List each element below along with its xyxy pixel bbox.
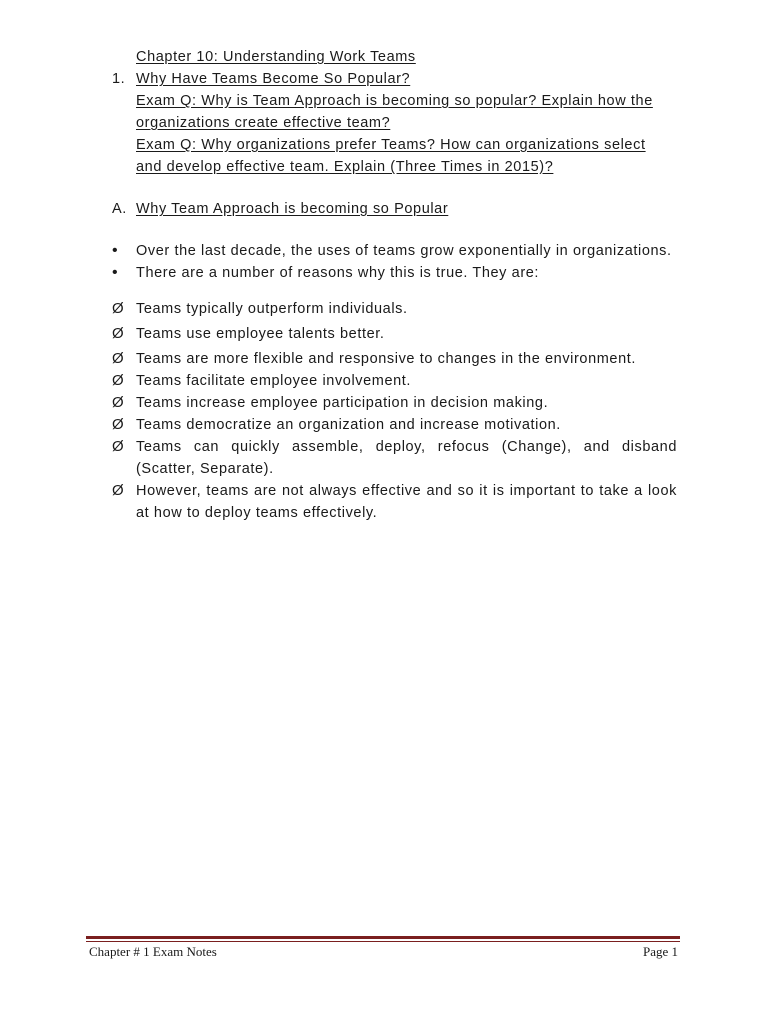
bullet-icon: •	[112, 242, 119, 259]
list-item	[112, 323, 677, 345]
subsection-a-letter: A.	[112, 201, 127, 217]
footer-rule-thin	[86, 941, 680, 942]
footer-page-number: Page 1	[642, 944, 678, 959]
list-item	[112, 240, 677, 262]
bullet-text: There are a number of reasons why this is true. They are:	[136, 265, 540, 281]
page-content	[112, 46, 677, 524]
arrow-bullet-icon: Ø	[112, 350, 125, 367]
subsection-a	[112, 198, 677, 220]
exam-question-2-line-2: and develop effective team. Explain (Three Times in 2015)?	[136, 159, 554, 175]
list-item	[112, 348, 677, 370]
arrow-bullet-icon: Ø	[112, 300, 125, 317]
section-1-heading: Why Have Teams Become So Popular?	[136, 71, 411, 87]
arrow-bullet-icon: Ø	[112, 394, 125, 411]
arrow-bullet-icon: Ø	[112, 482, 125, 499]
list-item	[112, 480, 677, 524]
arrow-bullet-icon: Ø	[112, 438, 125, 455]
exam-question-1-line-2: organizations create effective team?	[136, 115, 391, 131]
reason-text: However, teams are not always effective and so it is important to take a look at how to deploy teams effectively.	[136, 483, 677, 521]
bullet-text: Over the last decade, the uses of teams grow exponentially in organizations.	[136, 243, 672, 259]
exam-question-1-line-1: Exam Q: Why is Team Approach is becoming so popular? Explain how the	[136, 93, 653, 109]
section-1-number: 1.	[112, 71, 126, 87]
reason-text: Teams are more flexible and responsive to changes in the environment.	[136, 351, 637, 367]
arrow-bullet-icon: Ø	[112, 416, 125, 433]
list-item	[112, 298, 677, 320]
subsection-a-heading: Why Team Approach is becoming so Popular	[136, 201, 449, 217]
list-item	[112, 414, 677, 436]
reason-text: Teams democratize an organization and increase motivation.	[136, 417, 561, 433]
reason-text: Teams increase employee participation in decision making.	[136, 395, 549, 411]
exam-question-2-line-1: Exam Q: Why organizations prefer Teams? How can organizations select	[136, 137, 646, 153]
list-item	[112, 392, 677, 414]
page-footer	[89, 944, 678, 960]
reason-text: Teams use employee talents better.	[136, 326, 385, 342]
list-item	[112, 370, 677, 392]
reason-text: Teams can quickly assemble, deploy, refocus (Change), and disband (Scatter, Separate).	[136, 439, 677, 477]
footer-chapter-label: Chapter # 1 Exam Notes	[89, 944, 217, 959]
reasons-list	[112, 298, 677, 524]
section-1	[112, 68, 677, 178]
list-item	[112, 262, 677, 284]
reason-text: Teams typically outperform individuals.	[136, 301, 408, 317]
arrow-bullet-icon: Ø	[112, 372, 125, 389]
arrow-bullet-icon: Ø	[112, 325, 125, 342]
bullet-icon: •	[112, 264, 119, 281]
chapter-title: Chapter 10: Understanding Work Teams	[136, 49, 416, 65]
intro-bullet-list	[112, 240, 677, 284]
reason-text: Teams facilitate employee involvement.	[136, 373, 412, 389]
footer-rule-thick	[86, 936, 680, 939]
list-item	[112, 436, 677, 480]
